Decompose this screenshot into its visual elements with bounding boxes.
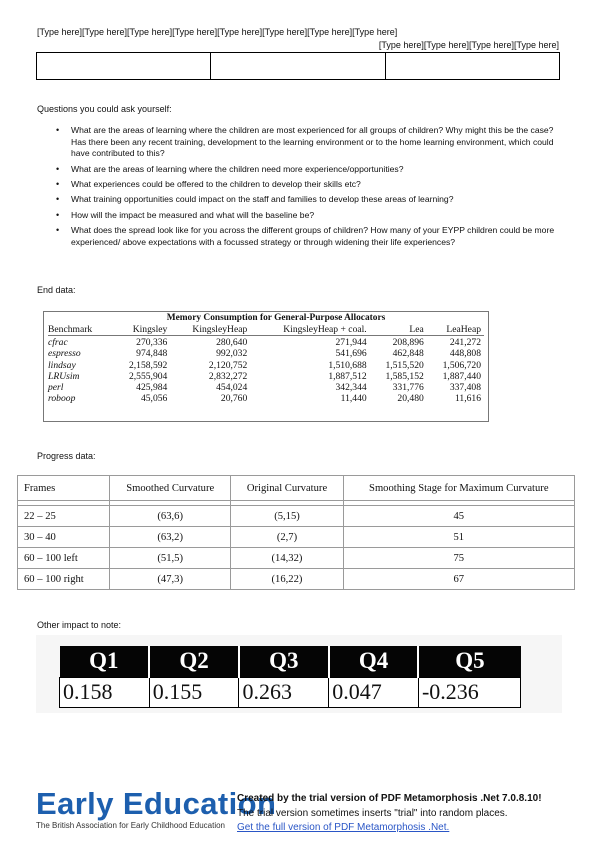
table-cell: 337,408 xyxy=(449,382,481,394)
question-text: What does the spread look like for you across the different groups of children? How many of your EYPP children could be more experienced/ above expectations with a focussed strategy or through widening their life experiences? xyxy=(71,224,555,247)
column-header: Original Curvature xyxy=(231,476,343,501)
table-cell: 1,515,520 xyxy=(385,359,424,371)
table-cell: 2,555,904 xyxy=(128,370,168,382)
memory-table-figure xyxy=(43,311,489,422)
memory-table-caption: Memory Consumption for General-Purpose Allocators xyxy=(166,313,386,323)
table-cell: perl xyxy=(48,382,64,394)
column-header: Smoothed Curvature xyxy=(110,476,231,501)
bullet-icon: • xyxy=(56,163,60,174)
list-item xyxy=(56,210,561,222)
table-cell: 241,272 xyxy=(449,337,481,348)
header-placeholder-line-1: [Type here][Type here][Type here][Type here][Type here][Type here][Type here][Type here] xyxy=(37,27,398,37)
table-row xyxy=(48,393,484,404)
question-text: How will the impact be measured and what will the baseline be? xyxy=(71,209,315,220)
table-cell: (5,15) xyxy=(231,506,343,527)
memory-table xyxy=(48,323,484,405)
table-cell: 270,336 xyxy=(136,337,168,348)
table-cell: (14,32) xyxy=(231,548,343,569)
table-cell: 208,896 xyxy=(392,337,424,348)
list-item xyxy=(56,164,561,176)
table-cell: lindsay xyxy=(48,359,76,371)
header-empty-table xyxy=(36,52,560,80)
table-cell: -0.236 xyxy=(418,677,520,707)
table-cell: 271,944 xyxy=(335,337,367,348)
table-cell: 280,640 xyxy=(216,337,248,348)
table-cell: 22 – 25 xyxy=(18,506,110,527)
question-text: What experiences could be offered to the children to develop their skills etc? xyxy=(71,179,361,189)
table-cell: 1,887,440 xyxy=(442,370,481,382)
trial-notice xyxy=(237,792,542,836)
table-cell: 462,848 xyxy=(392,348,424,360)
question-text: What are the areas of learning where the children need more experience/opportunities? xyxy=(71,163,404,174)
table-cell: (51,5) xyxy=(110,548,231,569)
table-cell: 974,848 xyxy=(136,348,168,360)
table-cell: (2,7) xyxy=(231,527,343,548)
logo-tagline: The British Association for Early Childhood Education xyxy=(36,821,225,830)
table-cell: 1,510,688 xyxy=(328,359,367,371)
quartile-table xyxy=(59,646,521,708)
column-header: Lea xyxy=(370,323,427,336)
table-cell: 425,984 xyxy=(136,382,168,394)
other-impact-heading: Other impact to note: xyxy=(37,620,122,630)
column-header: KingsleyHeap xyxy=(170,323,250,336)
table-cell: 1,506,720 xyxy=(442,359,481,371)
table-cell: 0.158 xyxy=(60,677,150,707)
table-cell: roboop xyxy=(48,393,76,405)
column-header: Frames xyxy=(18,476,110,501)
table-row xyxy=(18,569,575,590)
table-cell: (63,6) xyxy=(110,506,231,527)
table-cell: 1,585,152 xyxy=(385,370,424,382)
table-row xyxy=(18,548,575,569)
column-header: Smoothing Stage for Maximum Curvature xyxy=(343,476,574,501)
question-text: What are the areas of learning where the children are most experienced for all groups of children? Why might this be the case? Has there been any recent training, development to the learning environment or to the home learning environment, which could have contributed to this? xyxy=(71,125,554,159)
list-item xyxy=(56,194,561,206)
bullet-icon: • xyxy=(56,209,60,220)
curvature-table xyxy=(17,475,575,590)
list-item xyxy=(56,179,561,191)
table-cell: 2,158,592 xyxy=(128,359,168,371)
header-empty-cell xyxy=(211,53,385,80)
trial-notice-line-2: The trial version sometimes inserts "trial" into random places. xyxy=(237,807,508,819)
table-cell: 11,616 xyxy=(454,393,481,405)
column-header: Benchmark xyxy=(48,323,113,336)
table-cell: 448,808 xyxy=(449,348,481,360)
list-item xyxy=(56,225,561,248)
table-cell: 75 xyxy=(343,548,574,569)
questions-list xyxy=(56,125,561,252)
table-cell: 2,832,272 xyxy=(208,370,248,382)
logo-wordmark: Early Education xyxy=(36,786,277,821)
table-row xyxy=(48,371,484,382)
full-version-link[interactable]: Get the full version of PDF Metamorphosis .Net. xyxy=(237,822,450,833)
column-header: Kingsley xyxy=(113,323,170,336)
table-cell: (16,22) xyxy=(231,569,343,590)
table-cell: 20,480 xyxy=(397,393,424,405)
table-cell: 60 – 100 left xyxy=(18,548,110,569)
table-cell: 331,776 xyxy=(392,382,424,394)
bullet-icon: • xyxy=(56,125,60,135)
list-item xyxy=(56,125,561,160)
table-row xyxy=(48,348,484,359)
bullet-icon: • xyxy=(56,224,60,235)
table-row xyxy=(48,382,484,393)
trial-notice-line-1: Created by the trial version of PDF Metamorphosis .Net 7.0.8.10! xyxy=(237,793,542,804)
end-data-heading: End data: xyxy=(37,285,76,295)
table-row xyxy=(18,527,575,548)
column-header: Q5 xyxy=(418,646,520,677)
progress-data-heading: Progress data: xyxy=(37,451,96,461)
table-cell: espresso xyxy=(48,348,81,360)
bullet-icon: • xyxy=(56,194,60,205)
table-cell: 1,887,512 xyxy=(328,370,367,382)
table-cell: 992,032 xyxy=(216,348,248,360)
table-cell: 67 xyxy=(343,569,574,590)
table-cell: 0.263 xyxy=(239,677,329,707)
bullet-icon: • xyxy=(56,179,60,189)
quartile-table-figure xyxy=(36,635,562,713)
table-cell: (63,2) xyxy=(110,527,231,548)
questions-heading: Questions you could ask yourself: xyxy=(37,104,172,114)
column-header: Q2 xyxy=(149,646,239,677)
table-cell: 454,024 xyxy=(216,382,248,394)
table-cell: LRUsim xyxy=(48,370,80,382)
table-cell: 45 xyxy=(343,506,574,527)
table-cell: 20,760 xyxy=(220,393,248,405)
column-header: Q3 xyxy=(239,646,329,677)
table-cell: 0.047 xyxy=(329,677,419,707)
table-cell: 2,120,752 xyxy=(208,359,248,371)
column-header: LeaHeap xyxy=(427,323,484,336)
table-cell: 342,344 xyxy=(335,382,367,394)
header-placeholder-line-2: [Type here][Type here][Type here][Type here] xyxy=(378,40,559,50)
question-text: What training opportunities could impact on the staff and families to develop these areas of learning? xyxy=(71,194,454,205)
table-cell: cfrac xyxy=(48,337,68,348)
table-cell: 30 – 40 xyxy=(18,527,110,548)
table-row xyxy=(48,336,484,349)
table-cell: 11,440 xyxy=(340,393,367,405)
column-header: Q1 xyxy=(60,646,150,677)
early-education-logo xyxy=(36,786,277,830)
table-cell: 51 xyxy=(343,527,574,548)
table-cell: 0.155 xyxy=(149,677,239,707)
table-cell: 541,696 xyxy=(335,348,367,360)
table-cell: 60 – 100 right xyxy=(18,569,110,590)
column-header: KingsleyHeap + coal. xyxy=(250,323,369,336)
header-empty-cell xyxy=(37,53,211,80)
table-cell: 45,056 xyxy=(140,393,168,405)
table-cell: (47,3) xyxy=(110,569,231,590)
header-empty-cell xyxy=(385,53,559,80)
column-header: Q4 xyxy=(329,646,419,677)
table-row xyxy=(48,360,484,371)
table-row xyxy=(18,506,575,527)
